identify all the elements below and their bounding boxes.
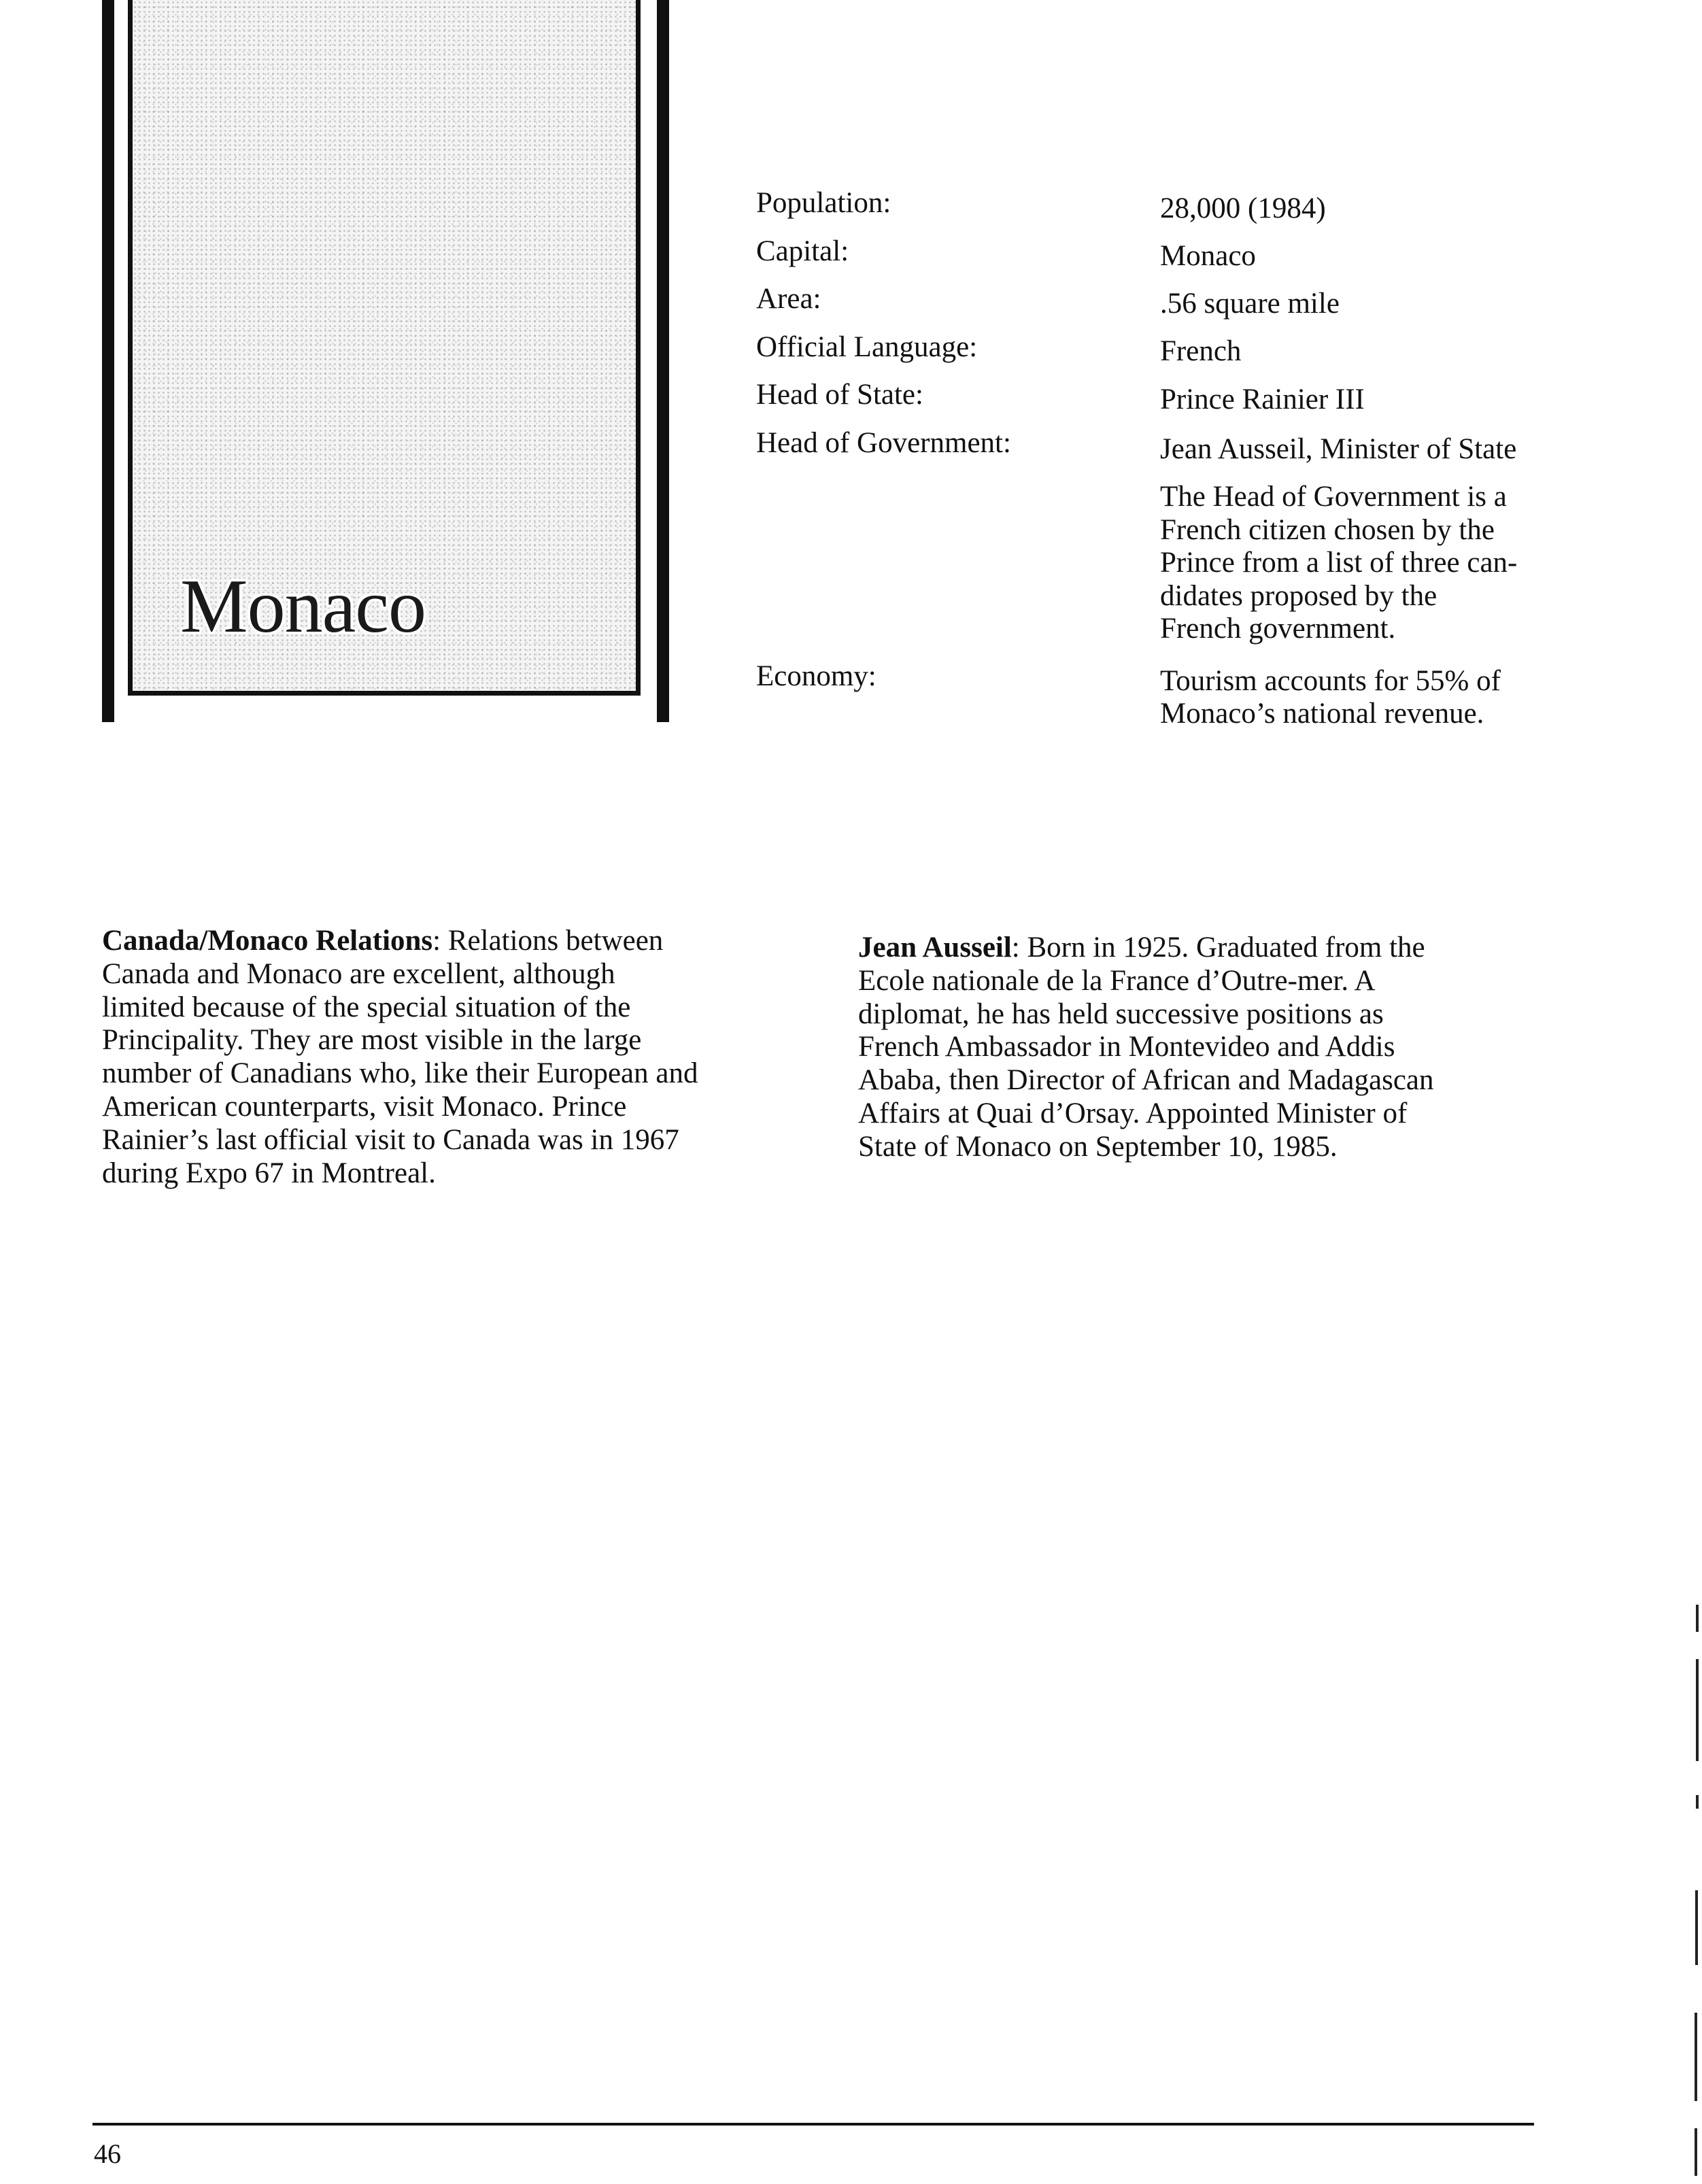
relations-paragraph: [102, 925, 796, 1190]
relations-line: Canada and Monaco are excellent, although: [102, 957, 615, 990]
box-stippled-panel: [128, 0, 641, 696]
biography-line: diplomat, he has held successive positions as: [858, 997, 1384, 1030]
biography-heading: Jean Ausseil: [858, 932, 1012, 963]
government-note-line: The Head of Government is a: [1160, 481, 1507, 513]
fact-value-population: 28,000 (1984): [1160, 192, 1326, 224]
relations-line: during Expo 67 in Montreal.: [102, 1157, 436, 1189]
fact-label-population: Population:: [756, 187, 891, 219]
relations-line: number of Canadians who, like their European and: [102, 1057, 698, 1090]
relations-line: [102, 925, 796, 958]
box-left-bar: [102, 0, 114, 722]
box-right-bar: [657, 0, 669, 722]
biography-line: Ababa, then Director of African and Madagascan: [858, 1064, 1434, 1097]
relations-line: Rainier’s last official visit to Canada was in 1967: [102, 1123, 679, 1156]
biography-line: French Ambassador in Montevideo and Addis: [858, 1031, 1395, 1063]
government-note-line: French government.: [1160, 613, 1396, 645]
fact-value-head-of-government: Jean Ausseil, Minister of State: [1160, 433, 1517, 465]
country-name: Monaco: [180, 564, 426, 649]
fact-label-area: Area:: [756, 283, 821, 315]
biography-line: Affairs at Quai d’Orsay. Appointed Minister of: [858, 1097, 1408, 1129]
biography-line: Ecole nationale de la France d’Outre-mer. A: [858, 964, 1376, 997]
government-note-line: French citizen chosen by the: [1160, 514, 1495, 546]
scan-margin-mark: [1696, 1605, 1699, 1632]
relations-line: Principality. They are most visible in the large: [102, 1024, 642, 1057]
fact-label-capital: Capital:: [756, 235, 849, 267]
fact-value-official-language: French: [1160, 335, 1242, 367]
scan-margin-mark: [1695, 1890, 1698, 1965]
fact-label-economy: Economy:: [756, 660, 876, 692]
biography-paragraph: [858, 932, 1545, 1164]
economy-value-line: Tourism accounts for 55% of: [1160, 665, 1501, 697]
page-number: 46: [94, 2138, 121, 2169]
biography-line: State of Monaco on September 10, 1985.: [858, 1130, 1338, 1163]
economy-value-line: Monaco’s national revenue.: [1160, 698, 1484, 730]
fact-label-head-of-state: Head of State:: [756, 379, 923, 411]
scan-margin-mark: [1695, 2013, 1697, 2101]
biography-first-line: : Born in 1925. Graduated from the: [1011, 932, 1425, 963]
scan-margin-mark: [1696, 1795, 1699, 1809]
fact-value-capital: Monaco: [1160, 240, 1256, 272]
relations-heading: Canada/Monaco Relations: [102, 925, 433, 957]
relations-first-line: : Relations between: [432, 925, 664, 957]
scan-margin-mark: [1696, 1659, 1699, 1761]
biography-line: [858, 932, 1545, 965]
fact-value-area: .56 square mile: [1160, 288, 1340, 320]
fact-label-head-of-government: Head of Government:: [756, 427, 1011, 459]
fact-label-official-language: Official Language:: [756, 331, 978, 363]
relations-line: American counterparts, visit Monaco. Prince: [102, 1090, 627, 1123]
footer-rule: [92, 2123, 1534, 2126]
government-note-line: Prince from a list of three can-: [1160, 547, 1518, 579]
fact-value-head-of-state: Prince Rainier III: [1160, 383, 1365, 415]
relations-line: limited because of the special situation of the: [102, 991, 631, 1023]
government-note-line: didates proposed by the: [1160, 580, 1437, 612]
country-header-box: [102, 0, 669, 722]
scan-margin-mark: [1695, 2128, 1697, 2176]
